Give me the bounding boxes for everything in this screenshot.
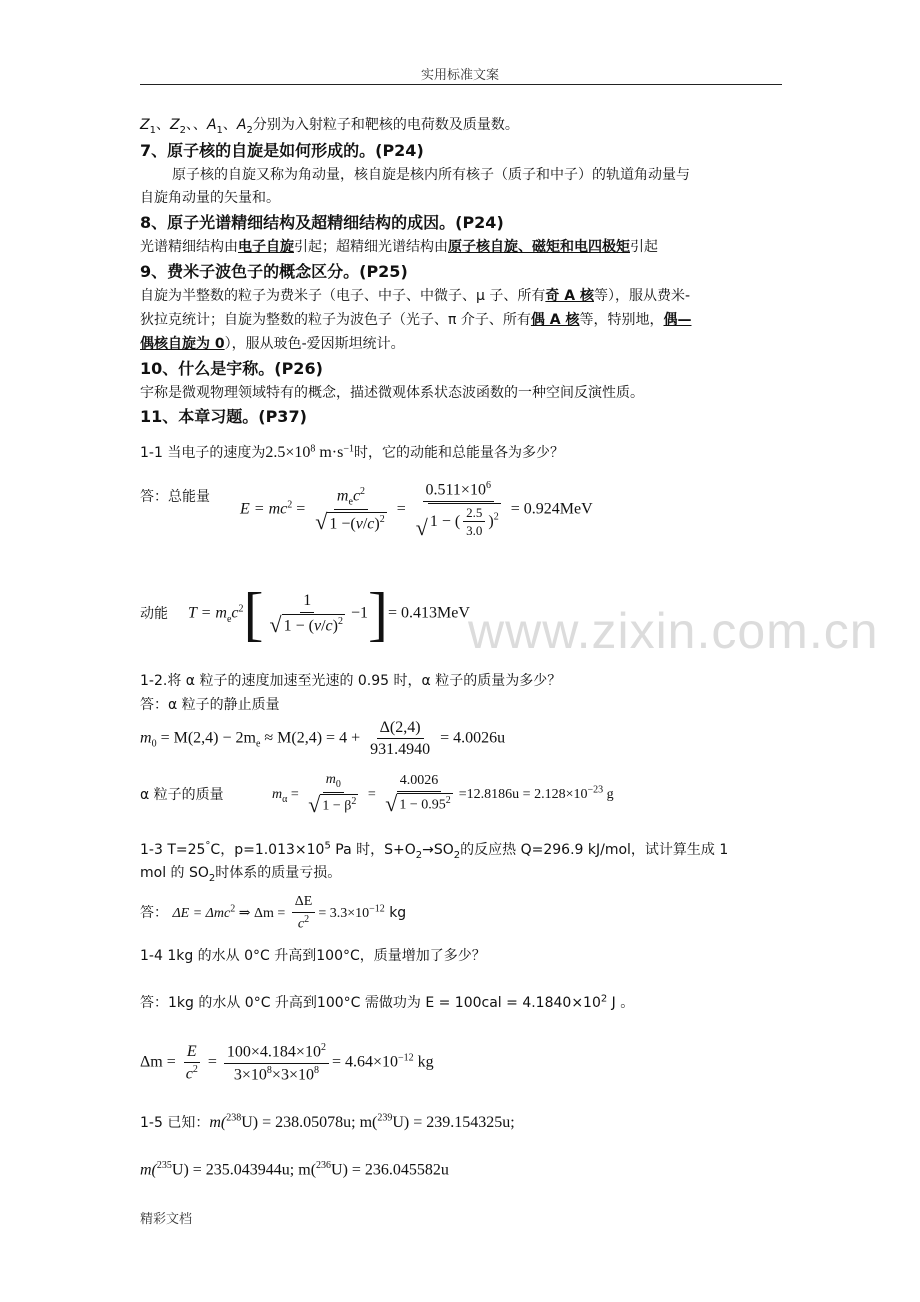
q8-part2: 引起；超精细光谱结构由 bbox=[294, 239, 448, 255]
q8-heading: 8、原子光谱精细结构及超精细结构的成因。(P24) bbox=[140, 213, 504, 232]
p1-2-rest-mass-eq: $m_0 = M(2,4) - 2m_e \approx M(2,4) = 4$ + $\frac{\Delta(2,4)}{931.4940}$ = 4.0026u bbox=[140, 719, 506, 759]
p1-3-result: = 3.3×10 bbox=[318, 905, 370, 921]
p1-3-l2a: mol 的 SO bbox=[140, 865, 209, 881]
q7-heading: 7、原子核的自旋是如何形成的。(P24) bbox=[140, 141, 424, 160]
p1-4-ans-exp: 2 bbox=[600, 993, 608, 1005]
p1-4-question: 1-4 1kg 的水从 0°C 升高到100°C，质量增加了多少？ bbox=[140, 948, 486, 964]
p1-1-question bbox=[140, 442, 564, 462]
q8-part1: 光谱精细结构由 bbox=[140, 239, 238, 255]
p1-4-f2-den-mid: ×3×10 bbox=[271, 1065, 314, 1083]
T-result: = 0.413MeV bbox=[387, 604, 470, 622]
p1-5-label: 1-5 已知： bbox=[140, 1115, 210, 1131]
ma-num: m bbox=[325, 772, 336, 787]
p1-5-iso3: 235 bbox=[156, 1160, 172, 1171]
p1-4-ans: 答：1kg 的水从 0°C 升高到100°C 需做功为 E = 100cal = 4.1840×10 bbox=[140, 995, 601, 1011]
p1-4-unit: kg bbox=[413, 1053, 434, 1071]
p1-2-mass-eq: $m_\alpha$ = $m_0$ √ $1 - \beta^2$ = 4.0026 √ $1 - 0.95^2$ $=12.8186u = 2.128\times 10^{-23}$ g bbox=[272, 772, 614, 817]
p1-1-value: 2.5×10 bbox=[265, 444, 311, 461]
ma-result: =12.8186u = 2.128×10 bbox=[458, 787, 588, 803]
z2-sub: 2 bbox=[179, 124, 186, 136]
p1-3-expr2: ⇒ Δm = bbox=[235, 905, 286, 921]
p1-3-line1: 1-3 T=25°C，$p=1.013\times 10^5$ Pa 时，$S+O_2\to SO_2$的反应热 Q=296.9 kJ/mol，试计算生成 1 bbox=[140, 840, 729, 861]
E-num-m: m bbox=[336, 486, 349, 504]
p1-1-pre: 1-1 当电子的速度为 bbox=[140, 445, 266, 461]
p1-3-result-exp: −12 bbox=[369, 903, 385, 915]
page-footer: 精彩文档 bbox=[140, 1212, 193, 1227]
p1-1-kinetic-label: 动能 bbox=[140, 606, 168, 622]
p1-5-iso2: 239 bbox=[377, 1112, 393, 1124]
E-frac2: $0.511\times 10^6$ √ 1 − ( $\frac{2.5}{3.0}$ )$^2$ bbox=[415, 480, 499, 540]
intro-line bbox=[140, 114, 519, 136]
p1-3-frac-den: c bbox=[297, 916, 305, 932]
p1-3-line2: mol 的 $SO_2$时体系的质量亏损。 bbox=[140, 865, 342, 884]
q9-emph-even: 偶 A 核 bbox=[530, 312, 580, 328]
p1-4-dm: Δm = bbox=[140, 1053, 176, 1071]
q8-emph1: 电子自旋 bbox=[238, 239, 294, 255]
p1-1-kinetic-eq: $T = m_ec^2$[ 1 √ $1 - (v/c)^2$ −1]= 0.413MeV bbox=[188, 581, 470, 647]
q7-line2: 自旋角动量的矢量和。 bbox=[140, 190, 280, 206]
p1-1-unit: m·s bbox=[315, 444, 344, 461]
watermark: www.zixin.com.cn bbox=[468, 603, 879, 659]
p1-1-post: 时，它的动能和总能量各为多少？ bbox=[354, 445, 564, 461]
z1: Z bbox=[140, 117, 150, 133]
header-rule bbox=[140, 84, 782, 85]
p1-3-l2b: 时体系的质量亏损。 bbox=[215, 865, 342, 881]
ma-den2: 1 − 0.95 bbox=[399, 798, 446, 813]
p1-1-total-energy-eq: $E = mc^2$ = $m_ec^2$ √ $1 -(v/c)^2$ = $0.511\times 10^6$ √ 1 − ( $\frac{2.5}{3.0}$ )$^2$ = 0.924MeV bbox=[240, 480, 593, 540]
v: v bbox=[355, 514, 363, 532]
p1-3-answer: 答： ΔE = Δmc$^2$ ⇒ Δm = $\frac{\Delta E}{c^2}$ = $3.3\times 10^{-12}$ kg bbox=[140, 894, 407, 932]
p1-4-ans-unit: J 。 bbox=[607, 995, 635, 1011]
p1-4-f1-num: E bbox=[184, 1042, 200, 1063]
sep: 、 bbox=[222, 117, 237, 133]
p1-2-mass-label: α 粒子的质量 bbox=[140, 787, 224, 803]
p1-3-ans-label: 答： bbox=[140, 904, 168, 921]
sep: 、、 bbox=[185, 117, 207, 133]
p1-5-m2-rest: U) = 239.154325u; bbox=[392, 1114, 515, 1131]
T-num: 1 bbox=[300, 591, 314, 612]
q9-l1b: 等），服从费米- bbox=[593, 288, 691, 304]
p1-4-f2-den: 3×10 bbox=[233, 1065, 267, 1083]
a2-sub: 2 bbox=[246, 124, 253, 136]
ma-frac2: 4.0026 √ $1 - 0.95^2$ bbox=[385, 773, 451, 816]
m0-result: = 4.0026u bbox=[440, 729, 506, 747]
one-minus: 1 − bbox=[329, 514, 351, 532]
p1-4-f2-num: 100×4.184×10 bbox=[226, 1043, 321, 1061]
p1-1-uexp: −1 bbox=[343, 443, 354, 455]
q9-l3b: ），服从玻色-爱因斯坦统计。 bbox=[224, 336, 405, 352]
a1: A bbox=[206, 117, 217, 133]
q9-line1 bbox=[140, 285, 690, 305]
p1-5-line2 bbox=[140, 1160, 449, 1179]
p1-3-frac-num: ΔE bbox=[292, 894, 316, 913]
c: c bbox=[367, 514, 375, 532]
p1-3-l1e: 的反应热 Q=296.9 kJ/mol，试计算生成 1 bbox=[460, 842, 729, 858]
p1-3-expr: ΔE = Δmc bbox=[172, 905, 231, 921]
p1-5-m1: m( bbox=[209, 1114, 227, 1131]
q9-line2 bbox=[140, 309, 691, 329]
p1-4-answer bbox=[140, 992, 634, 1012]
m0-frac-num: Δ(2,4) bbox=[377, 718, 424, 739]
q9-l2a: 狄拉克统计；自旋为整数的粒子为波色子（光子、π 介子、所有 bbox=[140, 312, 531, 328]
page-header: 实用标准文案 bbox=[420, 68, 499, 83]
q8-part3: 引起 bbox=[630, 239, 658, 255]
p1-1-exp: 8 bbox=[310, 443, 316, 455]
q8-emph2: 原子核自旋、磁矩和电四极矩 bbox=[448, 239, 630, 255]
ma-num2: 4.0026 bbox=[397, 773, 442, 792]
q10-heading: 10、什么是宇称。(P26) bbox=[140, 359, 323, 378]
a1-sub: 1 bbox=[216, 124, 223, 136]
q9-emph-odd: 奇 A 核 bbox=[545, 288, 594, 304]
ma: m bbox=[272, 787, 283, 803]
p1-3-l1b: C，p=1.013×10 bbox=[210, 842, 325, 858]
q10-line: 宇称是微观物理领域特有的概念，描述微观体系状态波函数的一种空间反演性质。 bbox=[140, 385, 644, 401]
m0-frac bbox=[367, 718, 433, 759]
m0-frac-den: 931.4940 bbox=[370, 741, 431, 759]
p1-4-result-exp: −12 bbox=[398, 1052, 414, 1064]
p1-3-unit: kg bbox=[384, 904, 407, 921]
E-mid-exp: 6 bbox=[485, 480, 491, 491]
p1-5-m3: m( bbox=[140, 1161, 157, 1179]
intro-text: 分别为入射粒子和靶核的电荷数及质量数。 bbox=[252, 117, 519, 133]
p1-2-answer: 答：α 粒子的静止质量 bbox=[140, 697, 280, 713]
p1-3-l1c: Pa 时，S+O bbox=[330, 842, 416, 858]
p1-3-l1a: 1-3 T=25 bbox=[140, 842, 206, 858]
m0-rest: = M(2,4) − 2m bbox=[156, 729, 256, 747]
q7-line1: 原子核的自旋又称为角动量，核自旋是核内所有核子（质子和中子）的轨道角动量与 bbox=[172, 167, 690, 183]
q11-heading: 11、本章习题。(P37) bbox=[140, 407, 307, 426]
p1-5-line1 bbox=[140, 1112, 515, 1132]
z1-sub: 1 bbox=[149, 124, 156, 136]
E-frac1: $m_ec^2$ √ $1 -(v/c)^2$ bbox=[315, 485, 385, 535]
p1-3-exp: 5 bbox=[324, 840, 331, 852]
p1-5-m1-rest: U) = 238.05078u; m( bbox=[241, 1114, 378, 1131]
p1-5-iso4: 236 bbox=[316, 1160, 332, 1171]
q8-line bbox=[140, 236, 658, 256]
p1-4-result: = 4.64×10 bbox=[331, 1053, 398, 1071]
p1-4-eq: Δm = $\frac{E}{c^2}$ = $\frac{100\times 4.184\times 10^2}{3\times 10^8\times 3\times 10^8}$ = $4.64\times 10^{-12}$ kg bbox=[140, 1042, 434, 1083]
E-mid-num: 0.511×10 bbox=[425, 481, 486, 499]
ma-unit: g bbox=[603, 787, 614, 803]
a2: A bbox=[236, 117, 247, 133]
q9-l2b: 等，特别地， bbox=[579, 312, 664, 328]
ma-exp: −23 bbox=[587, 784, 604, 796]
p1-5-m4-rest: U) = 236.045582u bbox=[331, 1161, 449, 1179]
q9-emph-spin0: 偶核自旋为 0 bbox=[140, 336, 225, 352]
p1-5-m3-rest: U) = 235.043944u; m( bbox=[171, 1161, 317, 1179]
T-lhs: T = m bbox=[188, 604, 227, 622]
sep: 、 bbox=[155, 117, 170, 133]
ma-den: 1 − β bbox=[322, 799, 352, 814]
p1-2-question: 1-2.将 α 粒子的速度加速至光速的 0.95 时，α 粒子的质量为多少？ bbox=[140, 673, 562, 689]
p1-4-f1-den: c bbox=[185, 1065, 193, 1083]
E-result: = 0.924MeV bbox=[510, 500, 593, 518]
E-inner-num: 2.5 bbox=[463, 505, 485, 523]
q9-l1a: 自旋为半整数的粒子为费米子（电子、中子、中微子、μ 子、所有 bbox=[140, 288, 546, 304]
q9-emph-eveneven: 偶— bbox=[663, 312, 692, 328]
E-lhs: E = mc bbox=[240, 500, 288, 518]
T-frac: 1 √ $1 - (v/c)^2$ bbox=[269, 592, 343, 637]
E-inner-den: 3.0 bbox=[466, 523, 483, 539]
q9-heading: 9、费米子波色子的概念区分。(P25) bbox=[140, 262, 408, 281]
p1-3-l1d: →SO bbox=[422, 842, 454, 858]
z2: Z bbox=[169, 117, 180, 133]
q9-line3 bbox=[140, 333, 405, 353]
m0-rest2: ≈ M(2,4) = 4 + bbox=[260, 729, 361, 747]
p1-1-answer-label: 答：总能量 bbox=[140, 489, 210, 505]
ma-frac1: $m_0$ √ $1 - \beta^2$ bbox=[308, 772, 357, 817]
p1-5-iso1: 238 bbox=[226, 1112, 242, 1124]
m0: m bbox=[140, 729, 152, 747]
T-minus: −1 bbox=[350, 604, 368, 622]
